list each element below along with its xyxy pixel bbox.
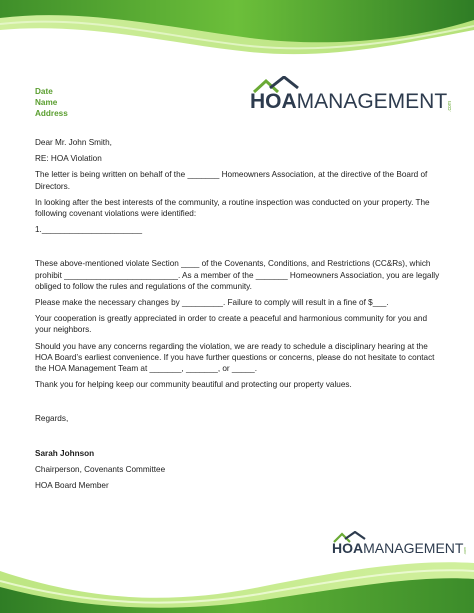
paragraph-inspection: In looking after the best interests of the community, a routine inspection was conducted on your property. The following covenant violations were identified: — [35, 197, 430, 219]
house-roof-icon — [252, 76, 308, 94]
header-wave-decoration — [0, 0, 474, 64]
sender-address: Address — [35, 109, 68, 118]
paragraph-hearing: Should you have any concerns regarding the violation, we are ready to schedule a disciplinary hearing at the HOA Board’s earliest convenience. If you have further questions or concerns, please do not hesitate to contact the HOA Management Team at _______, _______, or _____. — [35, 341, 435, 374]
logo-hoa-text: HOA — [250, 90, 297, 113]
subject-line: RE: HOA Violation — [35, 154, 102, 164]
paragraph-intro: The letter is being written on behalf of the _______ Homeowners Association, at the directive of the Board of Directors. — [35, 170, 428, 191]
sender-name: Name — [35, 98, 58, 107]
sender-date: Date — [35, 87, 53, 96]
logo-hoa-text: HOA — [332, 540, 364, 556]
paragraph-deadline: Please make the necessary changes by _________. Failure to comply will result in a fine of $___. — [35, 298, 389, 308]
paragraph-thanks: Thank you for helping keep our community beautiful and protecting our property values. — [35, 380, 352, 390]
logo-dotcom-text: .com — [447, 101, 454, 112]
violation-item: 1.______________________ — [35, 225, 143, 235]
paragraph-covenants: These above-mentioned violate Section ____ of the Covenants, Conditions, and Restrictions (CC&Rs), which prohibit _________________________. As a member of the _______ Homeowners Association, you are legally obliged to follow the rules and regulations of the community. — [35, 259, 440, 291]
signer-role: HOA Board Member — [35, 481, 109, 491]
closing: Regards, — [35, 414, 69, 424]
signer-title: Chairperson, Covenants Committee — [35, 464, 166, 474]
footer-wave-decoration — [0, 541, 474, 613]
sender-block — [35, 86, 68, 119]
logo-management-text: MANAGEMENT — [296, 90, 448, 113]
paragraph-cooperation: Your cooperation is greatly appreciated in order to create a peaceful and harmonious community for you and your neighbors. — [35, 314, 428, 335]
salutation: Dear Mr. John Smith, — [35, 138, 112, 147]
hoa-management-logo-top — [250, 76, 453, 112]
logo-management-text: MANAGEMENT — [363, 540, 464, 556]
logo-dotcom-text: .com — [463, 547, 468, 555]
signer-name: Sarah Johnson — [35, 448, 95, 458]
letter-body — [35, 137, 443, 491]
